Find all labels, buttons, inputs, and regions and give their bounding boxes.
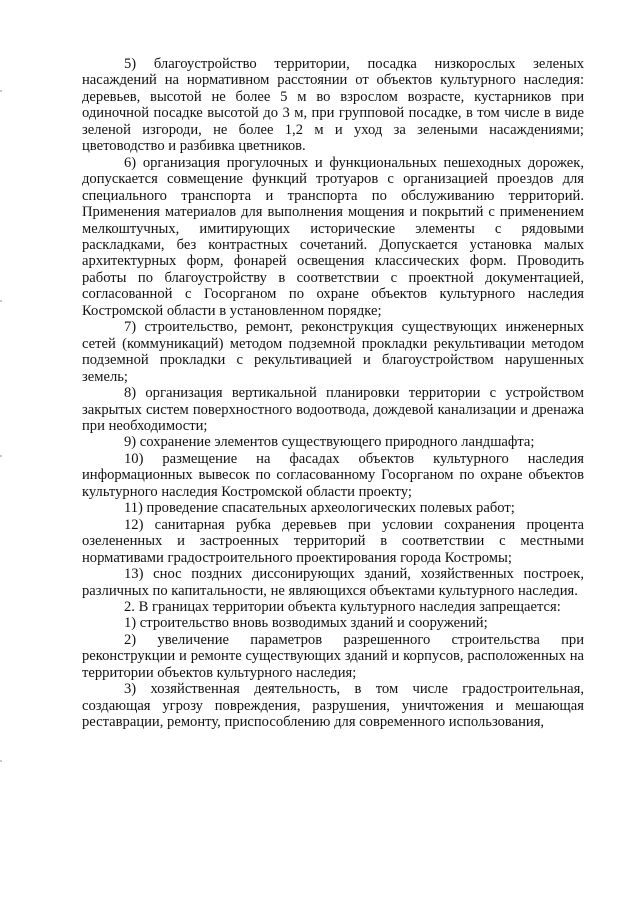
scan-margin-mark — [0, 760, 2, 762]
paragraph-item-6: 6) организация прогулочных и функциональных пешеходных дорожек, допускается совмещение функций тротуаров с организацией проездов для специального транспорта и транспорта по обслуживанию территорий. Применения материалов для выполнения мощения и покрытий с применением мелкоштучных, имитирующих исторические элементы с рядовыми раскладками, без контрастных сочетаний. Допускается установка малых архитектурных форм, фонарей освещения классических форм. Проводить работы по благоустройству в соответствии с проектной документацией, согласованной с Госорганом по охране объектов культурного наследия Костромской области в установленном порядке; — [82, 154, 584, 319]
prohibition-item-1: 1) строительство вновь возводимых зданий и сооружений; — [124, 615, 488, 632]
paragraph-item-13: 13) снос поздних диссонирующих зданий, хозяйственных построек, различных по капитальности, не являющихся объектами культурного наследия. — [82, 566, 584, 599]
scan-margin-mark — [0, 300, 2, 302]
document-page — [82, 56, 584, 731]
scan-margin-mark — [0, 455, 2, 457]
paragraph-item-12: 12) санитарная рубка деревьев при условии сохранения процента озелененных и застроенных территорий в соответствии с местными нормативами градостроительного проектирования города Костромы; — [82, 516, 584, 566]
paragraph-item-5: 5) благоустройство территории, посадка низкорослых зеленых насаждений на нормативном расстоянии от объектов культурного наследия: деревьев, высотой не более 5 м во взрослом возрасте, кустарников при одиночной посадке высотой до 3 м, при групповой посадке, в том числе в виде зеленой изгороди, не более 1,2 м и уход за зелеными насаждениями; цветоводство и разбивка цветников. — [82, 56, 584, 155]
section-2-heading: 2. В границах территории объекта культурного наследия запрещается: — [124, 598, 561, 615]
paragraph-item-7: 7) строительство, ремонт, реконструкция существующих инженерных сетей (коммуникаций) методом подземной прокладки рекультивации методом подземной прокладки с рекультивацией и благоустройством нарушенных земель; — [82, 319, 584, 385]
prohibition-item-2: 2) увеличение параметров разрешенного строительства при реконструкции и ремонте существующих зданий и корпусов, расположенных на территории объектов культурного наследия; — [82, 631, 584, 681]
scan-margin-mark — [0, 90, 2, 92]
paragraph-item-8: 8) организация вертикальной планировки территории с устройством закрытых систем поверхностного водоотвода, дождевой канализации и дренажа при необходимости; — [82, 385, 584, 434]
paragraph-item-10: 10) размещение на фасадах объектов культурного наследия информационных вывесок по согласованному Госорганом по охране объектов культурного наследия Костромской области проекту; — [82, 450, 584, 500]
prohibition-item-3: 3) хозяйственная деятельность, в том числе градостроительная, создающая угрозу повреждения, разрушения, уничтожения и мешающая реставрации, ремонту, приспособлению для современного использования, — [82, 681, 584, 731]
paragraph-item-9: 9) сохранение элементов существующего природного ландшафта; — [124, 434, 535, 451]
paragraph-item-11: 11) проведение спасательных археологических полевых работ; — [124, 500, 515, 517]
